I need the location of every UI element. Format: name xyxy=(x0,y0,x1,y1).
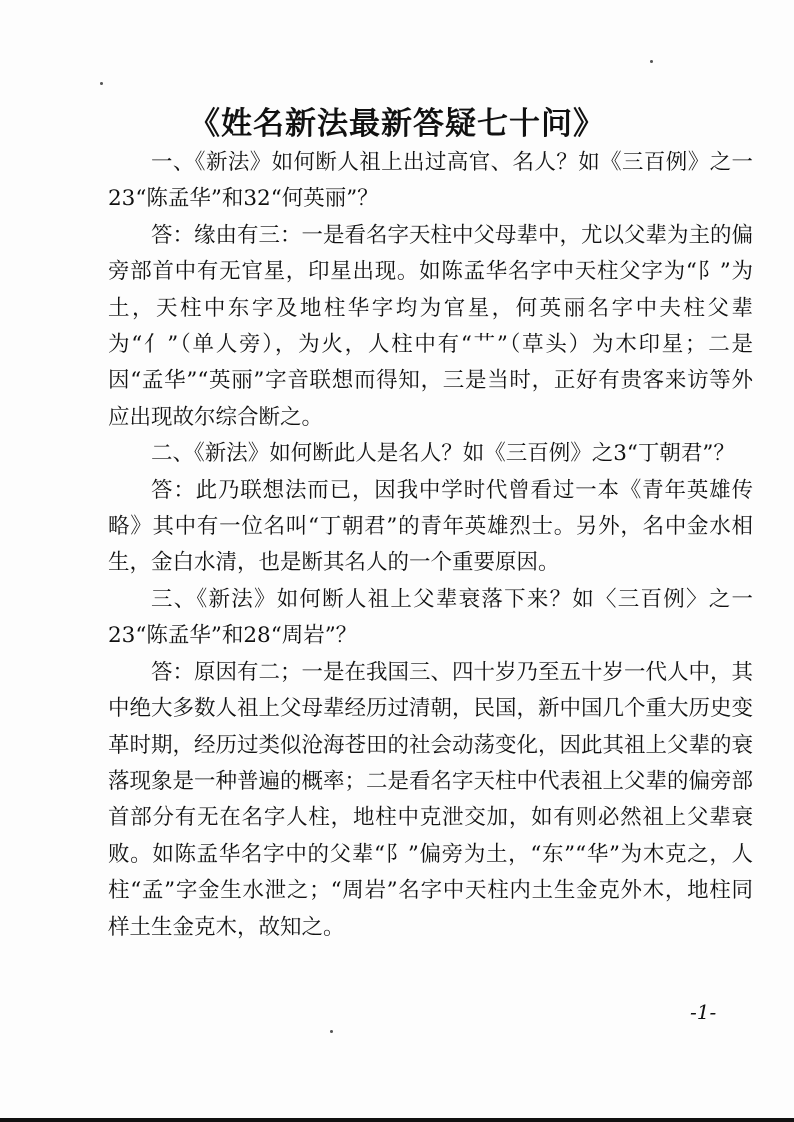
scan-speck xyxy=(650,60,653,63)
scan-speck xyxy=(100,82,103,85)
question-3: 三、《新法》如何断人祖上父辈衰落下来？如〈三百例〉之一23“陈孟华”和28“周岩”？ xyxy=(108,586,753,649)
scan-edge-line xyxy=(0,1118,794,1122)
document-title: 《姓名新法最新答疑七十问》 xyxy=(189,106,605,142)
question-2: 二、《新法》如何断此人是名人？如《三百例》之3“丁朝君”？ xyxy=(151,441,735,467)
document-body xyxy=(108,145,753,946)
scan-speck xyxy=(330,1030,333,1033)
answer-3: 答：原因有二；一是在我国三、四十岁乃至五十岁一代人中，其中绝大多数人祖上父母辈经历过清朝，民国，新中国几个重大历史变革时期，经历过类似沧海苍田的社会动荡变化，因此其祖上父辈的衰落现象是一种普遍的概率；二是看名字天柱中代表祖上父辈的偏旁部首部分有无在名字人柱，地柱中克泄交加，如有则必然祖上父辈衰败。如陈孟华名字中的父辈“阝”偏旁为土，“东”“华”为木克之，人柱“孟”字金生水泄之；“周岩”名字中天柱内土生金克外木，地柱同样土生金克木，故知之。 xyxy=(108,659,754,940)
answer-2: 答：此乃联想法而已，因我中学时代曾看过一本《青年英雄传略》其中有一位名叫“丁朝君”的青年英雄烈士。另外，名中金水相生，金白水清，也是断其名人的一个重要原因。 xyxy=(108,477,753,576)
page-number: -1- xyxy=(690,1000,717,1024)
question-1: 一、《新法》如何断人祖上出过高官、名人？如《三百例》之一23“陈孟华”和32“何英丽”？ xyxy=(108,150,753,212)
answer-1: 答：缘由有三：一是看名字天柱中父母辈中，尤以父辈为主的偏旁部首中有无官星，印星出现。如陈孟华名字中天柱父字为“阝”为土，天柱中东字及地柱华字均为官星，何英丽名字中夫柱父辈为“亻”（单人旁），为火，人柱中有“艹”（草头）为木印星；二是因“孟华”“英丽”字音联想而得知，三是当时，正好有贵客来访等外应出现故尔综合断之。 xyxy=(108,222,754,430)
